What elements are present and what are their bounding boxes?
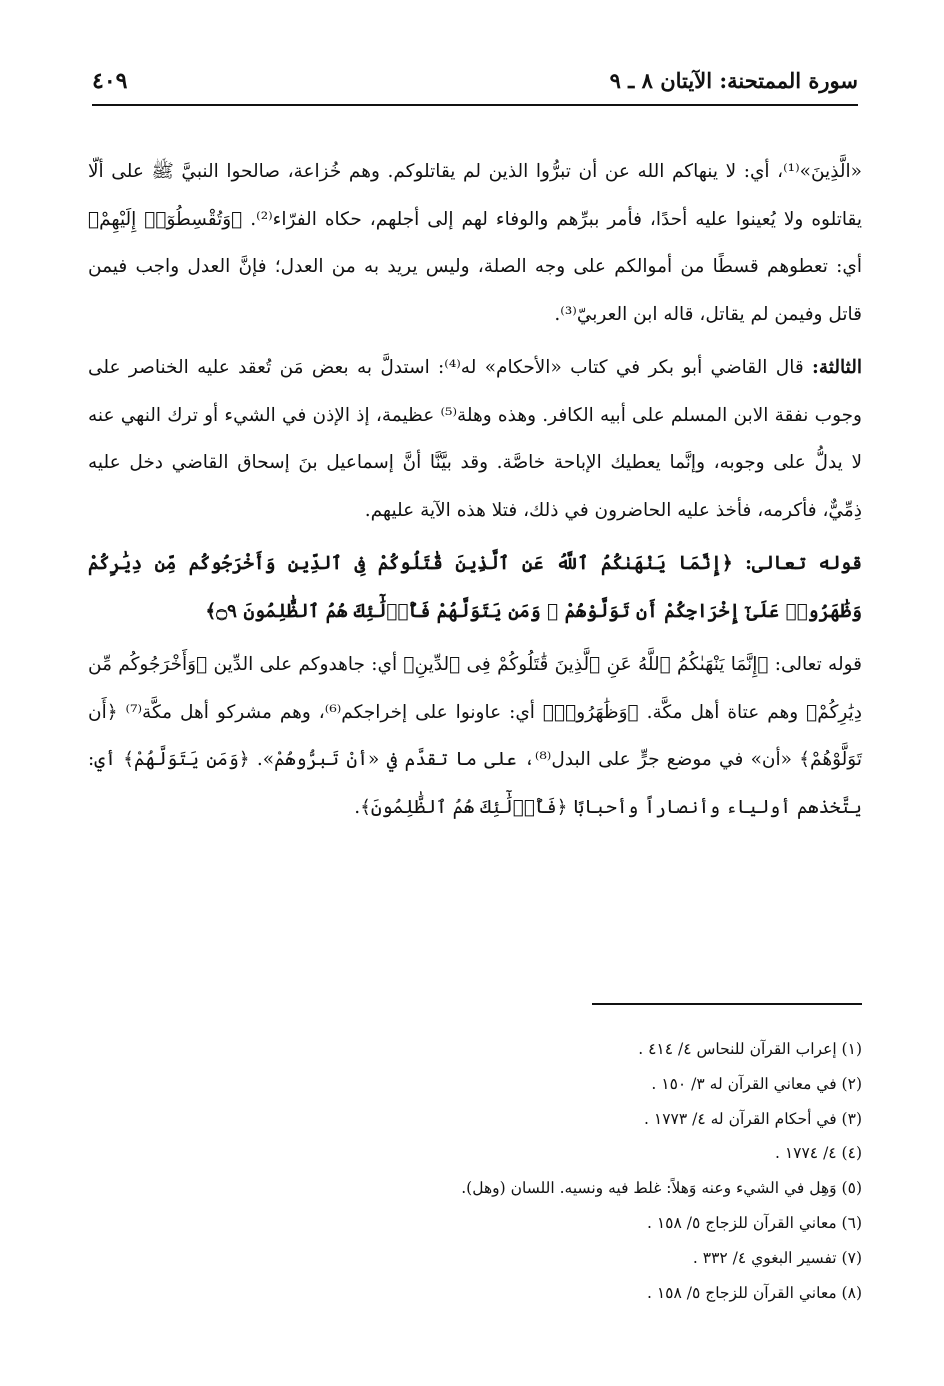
- header-rule: [92, 104, 858, 106]
- section-heading-third: الثالثة:: [812, 357, 862, 378]
- paragraph-4: قوله تعالى: ﴿إِنَّمَا يَنْهَىٰكُمُ ٱللَّهُ عَنِ ٱلَّذِينَ قَٰتَلُوكُمْ فِى ٱلدِّينِ﴾ أي: جاهدوكم على الدِّين ﴿وَأَخْرَجُوكُم مِّن دِيَٰرِكُمْ﴾ وهم عتاة أهل مكَّة. ﴿وَظَٰهَرُوا۟﴾ أي: عاونوا على إخراجكم⁽⁶⁾، وهم مشركو أهل مكَّة⁽⁷⁾ ﴿أَن تَوَلَّوْهُمْ﴾ «أن» في موضع جرٍّ على البدل⁽⁸⁾، على ما تقدَّم في «أنْ تَبرُّوهُمْ». ﴿وَمَن يَتَوَلَّهُمْ﴾ أي: يتَّخذهم أولياء وأنصاراً وأحبابًا ﴿فَأُو۟لَٰٓئِكَ هُمُ ٱلظَّٰلِمُونَ﴾.: [88, 654, 862, 818]
- page-header: [92, 62, 858, 102]
- footnotes: [400, 1032, 862, 1310]
- footnote-4: (٤) ٤/ ١٧٧٤ .: [774, 1144, 862, 1163]
- footnote-5: (٥) وَهِل في الشيء وعنه وَهلاً: غلط فيه ونسيه. اللسان (وهل).: [461, 1179, 862, 1198]
- footnote-6: (٦) معاني القرآن للزجاج ٥/ ١٥٨ .: [646, 1213, 862, 1232]
- footnote-3: (٣) في أحكام القرآن له ٤/ ١٧٧٣ .: [644, 1109, 862, 1128]
- footnote-1: (١) إعراب القرآن للنحاس ٤/ ٤١٤ .: [638, 1040, 862, 1058]
- footnote-2: (٢) في معاني القرآن له ٣/ ١٥٠ .: [651, 1074, 862, 1093]
- paragraph-2-text: قال القاضي أبو بكر في كتاب «الأحكام» له⁽⁴⁾: استدلَّ به بعض مَن تُعقد عليه الخناصر على وجوب نفقة الابن المسلم على أبيه الكافر. وهذه وهلة⁽⁵⁾ عظيمة، إذ الإذن في الشيء أو ترك النهي عنه لا يدلُّ على وجوبه، وإنَّما يعطيك الإباحة خاصَّة. وقد بيَّنَّا أنَّ إسماعيل بنَ إسحاق القاضي دخل عليه ذِمِّيٌّ، فأكرمه، فأخذ عليه الحاضرون في ذلك، فتلا هذه الآية عليهم.: [88, 357, 862, 521]
- footnote-rule: [592, 1003, 862, 1005]
- paragraph-2: [88, 344, 862, 534]
- page-number: ٤٠٩: [92, 68, 128, 94]
- footnote-7: (٧) تفسير البغوي ٤/ ٣٣٢ .: [692, 1248, 862, 1267]
- main-text: [88, 148, 862, 831]
- verse-heading: قوله تعالى: ﴿إِنَّمَا يَنْهَىٰكُمُ ٱللَّهُ عَنِ ٱلَّذِينَ قَٰتَلُوكُمْ فِى ٱلدِّينِ وَأَخْرَجُوكُم مِّن دِيَٰرِكُمْ وَظَٰهَرُوا۟ عَلَىٰٓ إِخْرَاجِكُمْ أَن تَوَلَّوْهُمْ ۚ وَمَن يَتَوَلَّهُمْ فَأُو۟لَٰٓئِكَ هُمُ ٱلظَّٰلِمُونَ ۝٩﴾: [88, 553, 862, 622]
- running-title: سورة الممتحنة: الآيتان ٨ ـ ٩: [609, 68, 858, 93]
- footnote-8: (٨) معاني القرآن للزجاج ٥/ ١٥٨ .: [646, 1283, 862, 1302]
- paragraph-1: «الَّذِينَ»⁽¹⁾، أي: لا ينهاكم الله عن أن تبرُّوا الذين لم يقاتلوكم. وهم خُزاعة، صالحوا النبيَّ ﷺ على ألّا يقاتلوه ولا يُعينوا عليه أحدًا، فأمر ببرِّهم والوفاء لهم إلى أجلهم، حكاه الفرّاء⁽²⁾. ﴿وَتُقْسِطُوٓا۟ إِلَيْهِمْ﴾ أي: تعطوهم قسطًا من أموالكم على وجه الصلة، وليس يريد به من العدل؛ فإنَّ العدل واجب فيمن قاتل وفيمن لم يقاتل، قاله ابن العربيّ⁽³⁾.: [88, 161, 862, 325]
